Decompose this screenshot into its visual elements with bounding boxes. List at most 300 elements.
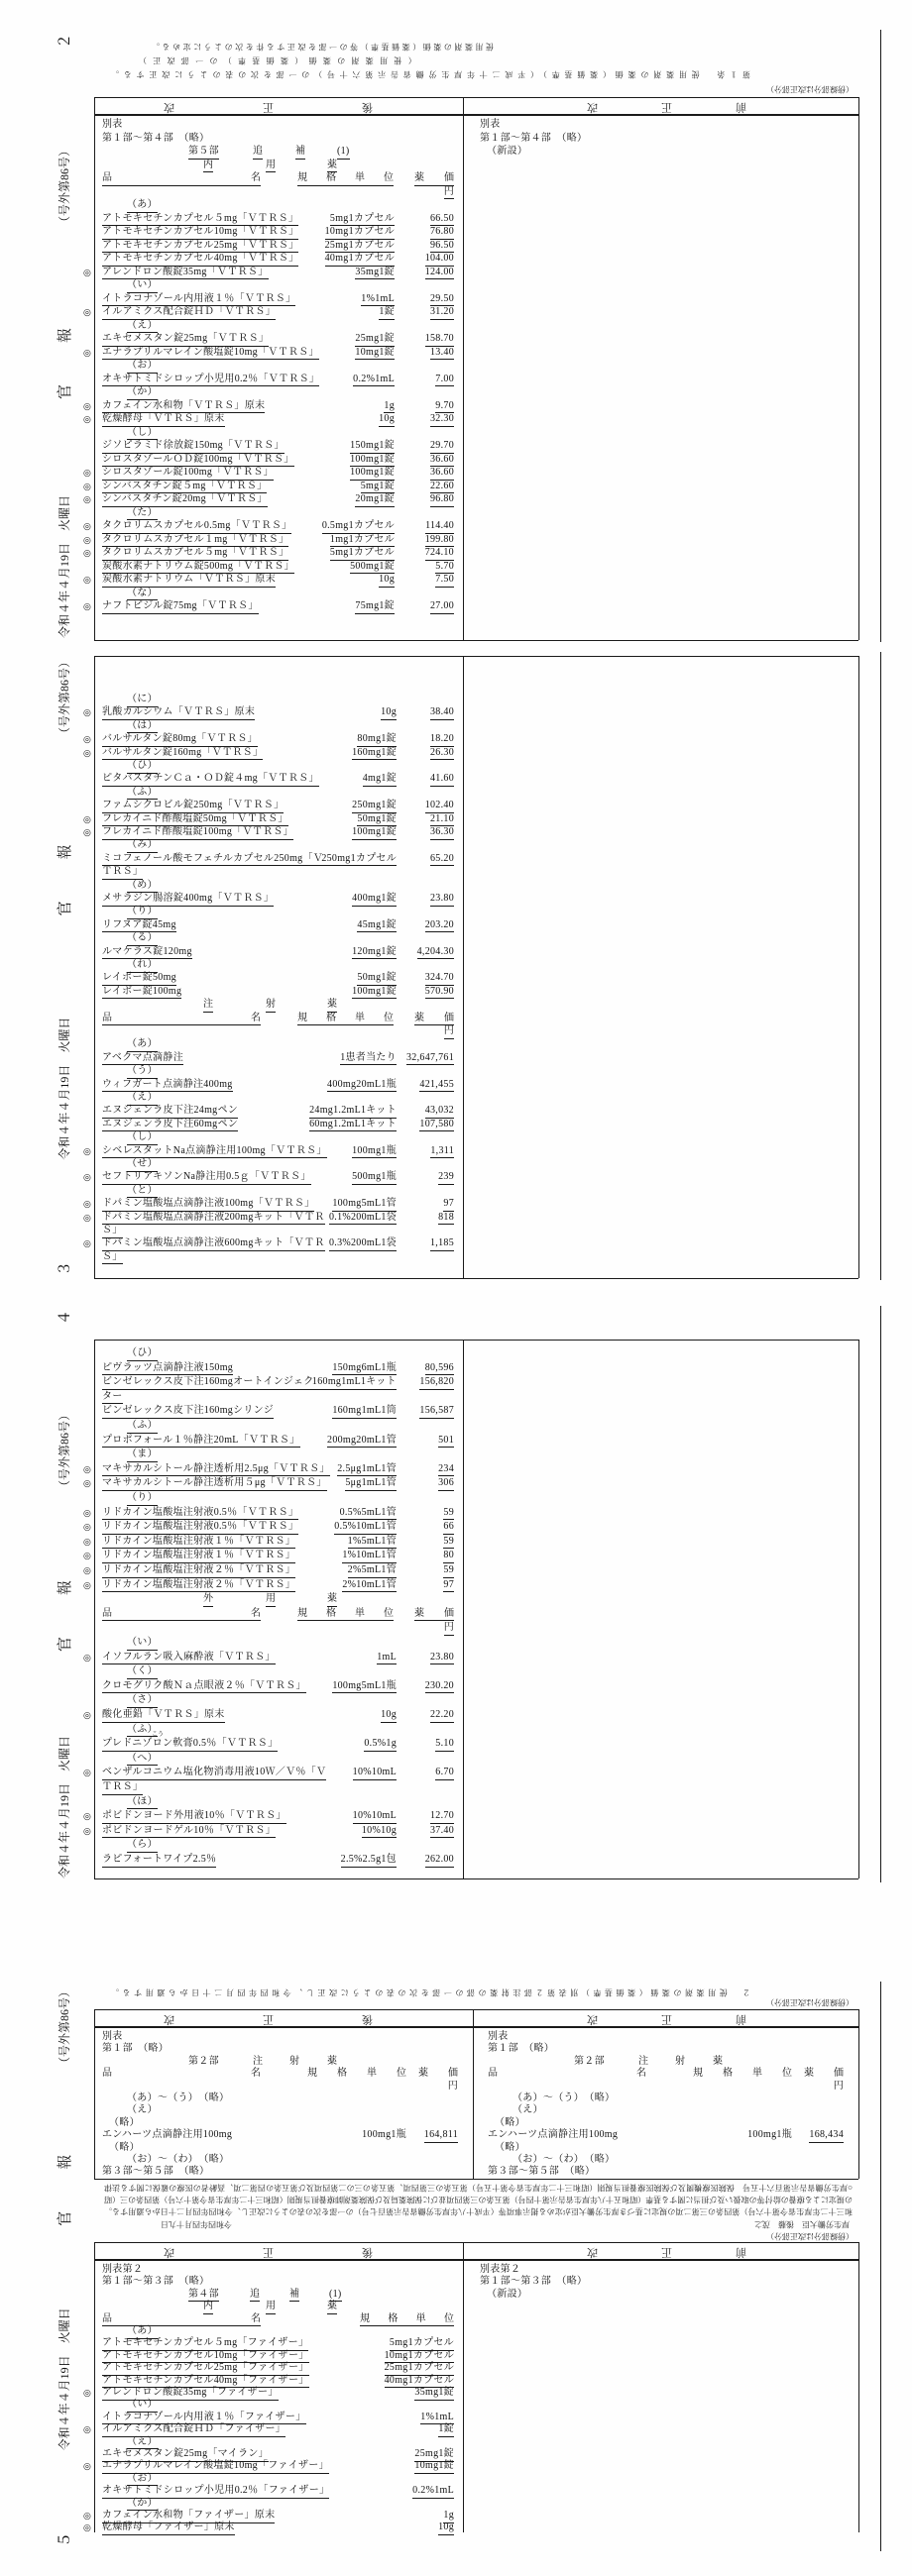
- double-circle-mark: ◎: [83, 494, 92, 504]
- price: 818: [438, 1212, 454, 1226]
- spec-unit: 200mg20mL1管: [327, 1435, 397, 1449]
- column-header-char: 格: [326, 172, 336, 183]
- spec-unit: 0.1%200mL1袋: [329, 1212, 397, 1226]
- table-heading: 内: [203, 2301, 213, 2314]
- table-text: （新設）: [487, 2288, 528, 2300]
- table-border: [858, 2242, 859, 2532]
- drug-name: クロモグリク酸Ｎａ点眼液２％「ＶＴＲＳ」: [102, 1680, 306, 1694]
- section-label: （に）: [127, 694, 158, 707]
- spec-unit: 24mg1.2mL1キット: [309, 1105, 397, 1119]
- section-label: （え）: [127, 320, 158, 334]
- spec-unit: 0.5%5mL1管: [340, 1507, 397, 1521]
- double-circle-mark: ◎: [83, 534, 92, 545]
- column-band-after: 正: [263, 2013, 274, 2025]
- spec-unit: 10g: [379, 413, 395, 427]
- spec-unit: 10%10mL: [353, 1767, 397, 1780]
- spec-unit: 100mg1瓶: [352, 1145, 397, 1159]
- table-border: [463, 656, 464, 1278]
- table-heading: 補: [295, 146, 305, 160]
- table-heading: 射: [289, 2055, 300, 2067]
- spec-unit: 2%10mL1管: [342, 1579, 397, 1593]
- spec-unit: 40mg1カプセル: [325, 253, 395, 267]
- drug-name-wrap: Ｓ」: [102, 1251, 123, 1265]
- section-label: （い）: [127, 1637, 158, 1651]
- table-border: [94, 656, 95, 1278]
- spec-unit: 60mg1.2mL1キット: [309, 1119, 397, 1132]
- sidebar-caption: 官 報: [57, 324, 73, 400]
- drug-name: エヌジェンラ皮下注60mgペン: [102, 1119, 238, 1132]
- spec-unit: 10mg1カプセル: [385, 2350, 454, 2364]
- table-text: 別表第２: [102, 2264, 144, 2275]
- column-header-char: 格: [326, 1012, 336, 1023]
- column-header: [102, 2313, 261, 2327]
- price: 29.70: [430, 440, 454, 454]
- drug-name: オキサトミドシロップ小児用0.2％「ファイザー」: [102, 2485, 329, 2499]
- gazette-text-line: の規定による療養の給付等の取扱い及び担当に関する基準（昭和五十八年厚生省告示第十四号）第五条の三第四項並びに保険薬局及び保険薬剤師療養担当規則（昭和三十二年厚生省令第十六号）第四条の三（昭: [104, 2195, 853, 2204]
- gazette-text-line: 和三十二年厚生省令第十六号）第四条の三第二項の規定に基づき厚生労働大臣が定める掲示事項等（平成十八年厚生労働省告示第百七号）の一部を次の表のように改正し、令和四年四月二十日から適用する。: [104, 2206, 853, 2216]
- table-heading: 外: [203, 1593, 213, 1607]
- column-header-char: 名: [251, 1012, 261, 1023]
- section-label: （め）: [127, 880, 158, 894]
- price: 501: [438, 1435, 454, 1449]
- drug-name: 酸化亜鉛「ＶＴＲＳ」原末: [102, 1709, 225, 1723]
- price: 570.90: [425, 986, 454, 1000]
- gazette-text-line: ○厚生労働省告示第百六十五号 保険医療機関及び保険医療養担当規則（昭和三十二年厚生省令第十五号）第五条の三第四項、第五条の三の二第四項及び第五条の四第二項、高齢者の医療の確保に関する法律: [104, 2183, 853, 2193]
- column-header-char: 品: [102, 2068, 112, 2080]
- column-header: [414, 1013, 454, 1026]
- column-header-char: 単: [355, 172, 365, 183]
- drug-name: シンバスタチン錠20mg「ＶＴＲＳ」: [102, 493, 268, 507]
- section-label: （り）: [127, 1492, 158, 1506]
- price: 5.10: [435, 1738, 454, 1752]
- spec-unit: 0.5%10mL1管: [334, 1521, 397, 1535]
- table-text: （あ）～（う） （略）: [127, 2093, 230, 2103]
- table-border: [94, 97, 95, 640]
- drug-name: エナラプリルマレイン酸塩錠10mg「ファイザー」: [102, 2460, 329, 2474]
- double-circle-mark: ◎: [83, 2522, 92, 2533]
- table-border: [94, 2242, 95, 2532]
- sidebar-caption: 令和４年４月19日 火曜日: [57, 1735, 71, 1878]
- price: 59: [443, 1536, 454, 1550]
- table-text: 第１部～第４部 （略）: [480, 132, 588, 144]
- page-number: ３: [57, 1260, 73, 1276]
- spec-unit: 250mg1錠: [352, 800, 397, 813]
- sidebar-caption: 官 報: [57, 1576, 73, 1653]
- table-text: 第３部～第５部 （略）: [102, 2166, 210, 2178]
- drug-name: エキセメスタン錠25mg「マイラン」: [102, 2448, 269, 2462]
- column-header-char: 位: [384, 172, 394, 183]
- drug-name: リドカイン塩酸塩注射液0.5％「ＶＴＲＳ」: [102, 1507, 298, 1521]
- sidebar-caption: 令和４年４月19日 火曜日: [57, 494, 71, 638]
- spec-unit: 250mg1カプセル: [321, 853, 397, 867]
- spec-unit: 1%1mL: [361, 293, 395, 307]
- price: 168,434: [809, 2129, 844, 2143]
- section-label: （い）: [127, 2399, 158, 2413]
- drug-name: レイボー錠50mg: [102, 972, 176, 986]
- page-number: ４: [57, 1310, 73, 1326]
- price: 9.70: [435, 400, 454, 414]
- table-heading: 追: [250, 2289, 260, 2303]
- drug-name: ドパミン塩酸塩点滴静注液100mg「ＶＴＲＳ」: [102, 1198, 314, 1212]
- double-circle-mark: ◎: [83, 1551, 92, 1561]
- double-circle-mark: ◎: [83, 307, 92, 317]
- sidebar: [52, 1982, 75, 2551]
- double-circle-mark: ◎: [83, 813, 92, 824]
- table-border: [94, 2242, 858, 2243]
- spec-unit: 50mg1錠: [357, 813, 397, 827]
- section-label: （と）: [127, 1185, 158, 1199]
- spec-unit: 1錠: [438, 2423, 454, 2437]
- double-circle-mark: ◎: [83, 1238, 92, 1249]
- price: 5.70: [435, 561, 454, 575]
- drug-name: 炭酸水素ナトリウム「ＶＴＲＳ」原末: [102, 574, 276, 588]
- section-label: （は）: [127, 720, 158, 734]
- spec-unit: 10%10g: [362, 1825, 397, 1839]
- column-header-char: 薬: [418, 2068, 428, 2080]
- double-circle-mark: ◎: [83, 1199, 92, 1210]
- spec-unit: 160mg1mL1筒: [332, 1405, 397, 1419]
- drug-name: イトラコナゾール内用液１％「ファイザー」: [102, 2412, 306, 2425]
- spec-unit: 1患者当たり: [340, 1052, 397, 1066]
- price: 26.30: [430, 747, 454, 761]
- price: 114.40: [425, 520, 454, 534]
- drug-name: アトモキセチンカプセル40mg「ＶＴＲＳ」: [102, 253, 298, 267]
- section-label: （る）: [127, 932, 158, 946]
- sidebar-caption: 令和４年４月19日 火曜日: [57, 2308, 71, 2451]
- column-header: [297, 1013, 394, 1026]
- drug-name: タクロリムスカプセル１mg「ＶＴＲＳ」: [102, 534, 288, 548]
- double-circle-mark: ◎: [83, 1478, 92, 1489]
- price: 4,204.30: [417, 946, 454, 960]
- drug-name: アトモキセチンカプセル40mg「ファイザー」: [102, 2375, 309, 2389]
- drug-name: ナフトピジル錠75mg「ＶＴＲＳ」: [102, 600, 259, 614]
- column-header-char: 単: [752, 2068, 762, 2080]
- sidebar-caption: （号外第86号）: [57, 1409, 71, 1493]
- drug-name: シロスタゾール錠100mg「ＶＴＲＳ」: [102, 467, 274, 481]
- column-header: [804, 2068, 844, 2080]
- drug-name: アトモキセチンカプセル５mg「ファイザー」: [102, 2337, 308, 2351]
- table-heading: 射: [675, 2055, 686, 2067]
- price: 324.70: [425, 972, 454, 986]
- price: 65.20: [430, 853, 454, 867]
- price: 1,185: [430, 1237, 454, 1251]
- double-circle-mark: ◎: [83, 2424, 92, 2435]
- table-border: [463, 97, 464, 640]
- column-header-char: 単: [355, 1607, 365, 1619]
- spec-unit: 5mg1カプセル: [330, 547, 395, 561]
- column-header-char: 価: [448, 2068, 458, 2080]
- column-band-after: 改: [164, 2013, 174, 2025]
- price: 80,596: [425, 1362, 454, 1376]
- table-heading: 薬: [327, 160, 337, 173]
- table-heading: 第２部: [188, 2055, 219, 2067]
- table-border: [94, 2179, 858, 2180]
- section-label: （り）: [127, 906, 158, 919]
- table-heading: 薬: [327, 2055, 338, 2067]
- double-circle-mark: ◎: [83, 1652, 92, 1663]
- table-text: （お）～（わ） （略）: [513, 2154, 616, 2165]
- table-heading: (1): [329, 2289, 342, 2303]
- double-circle-mark: ◎: [83, 734, 92, 745]
- table-heading: 注: [253, 2055, 264, 2067]
- column-band-after: 正: [263, 101, 274, 113]
- spec-unit: 2.5μg1mL1管: [337, 1463, 397, 1477]
- drug-name: 乳酸カルシウム「ＶＴＲＳ」原末: [102, 706, 255, 720]
- section-label: （い）: [127, 279, 158, 293]
- column-header-char: 薬: [414, 1607, 424, 1619]
- column-header-char: 単: [355, 1012, 365, 1023]
- price: 156,820: [419, 1376, 454, 1390]
- column-band-before: 前: [736, 101, 746, 113]
- table-border: [94, 1340, 858, 1341]
- column-header-char: 名: [251, 2312, 261, 2324]
- table-heading: 薬: [327, 999, 337, 1013]
- price: 43,032: [425, 1105, 454, 1119]
- sidebar-caption: 令和４年４月19日 火曜日: [57, 1017, 71, 1160]
- drug-name: ラピフォートワイプ2.5％: [102, 1854, 216, 1868]
- table-text: （略）: [109, 2116, 140, 2128]
- double-circle-mark: ◎: [83, 2461, 92, 2472]
- price: 37.40: [430, 1825, 454, 1839]
- price: 59: [443, 1507, 454, 1521]
- column-header-char: 規: [307, 2068, 317, 2080]
- minister-signature: 厚生労働大臣 後藤 茂之: [754, 2219, 850, 2229]
- double-circle-mark: ◎: [83, 707, 92, 718]
- spec-unit: 500mg1錠: [350, 561, 395, 575]
- table-text: 第３部～第５部 （略）: [488, 2166, 596, 2178]
- column-header-char: 価: [444, 1012, 454, 1023]
- table-text: （略）: [495, 2141, 525, 2153]
- spec-unit: 5mg1カプセル: [330, 213, 395, 227]
- spec-unit: 100mg1錠: [352, 986, 397, 1000]
- table-text: 第１部 （略）: [488, 2043, 555, 2055]
- column-header-char: 名: [251, 2068, 261, 2080]
- table-border: [94, 97, 858, 98]
- section-label: （ま）: [127, 1449, 158, 1462]
- table-text: 第１部～第３部 （略）: [480, 2276, 588, 2288]
- column-header-char: 価: [834, 2068, 844, 2080]
- table-text: 別表第２: [480, 2264, 521, 2275]
- price: 29.50: [430, 293, 454, 307]
- drug-name: イルアミクス配合錠ＨＤ「ファイザー」: [102, 2423, 285, 2437]
- table-text: 別表: [488, 2031, 509, 2042]
- price: 23.80: [430, 1652, 454, 1665]
- table-heading: 用: [266, 1593, 276, 1607]
- spec-unit: 1%1mL: [420, 2412, 454, 2425]
- price: 41.60: [430, 773, 454, 787]
- double-circle-mark: ◎: [83, 747, 92, 758]
- price: 96.50: [430, 240, 454, 254]
- double-circle-mark: ◎: [83, 575, 92, 585]
- spec-unit: 40mg1カプセル: [385, 2375, 454, 2389]
- price: 199.80: [425, 534, 454, 548]
- column-header-char: 品: [102, 2312, 112, 2324]
- spec-unit: 0.5mg1カプセル: [322, 520, 395, 534]
- section-label: （く）: [127, 1665, 158, 1679]
- table-text: （お）～（わ） （略）: [127, 2154, 230, 2165]
- drug-name: ベンザルコニウム塩化物消毒用液10Ｗ／Ｖ％「Ｖ: [102, 1767, 326, 1780]
- double-circle-mark: ◎: [83, 267, 92, 277]
- column-band-after: 改: [164, 2246, 174, 2258]
- spec-unit: 1mg1カプセル: [330, 534, 395, 548]
- spec-unit: 4mg1錠: [363, 773, 397, 787]
- table-heading: 第４部: [188, 2289, 219, 2303]
- section-label: （し）: [127, 1131, 158, 1145]
- price: 7.50: [435, 574, 454, 588]
- double-circle-mark: ◎: [83, 1463, 92, 1474]
- price: 96.80: [430, 493, 454, 507]
- spec-unit: 1錠: [379, 306, 395, 320]
- amendment-note: （傍線部分は改正部分）: [766, 2231, 854, 2241]
- column-header: [414, 1608, 454, 1622]
- column-header-char: 単: [367, 2068, 377, 2080]
- double-circle-mark: ◎: [83, 1811, 92, 1822]
- column-header-char: 価: [444, 1607, 454, 1619]
- price: 1,311: [430, 1145, 454, 1159]
- drug-name: ミコフェノール酸モフェチルカプセル250mg「Ｖ: [102, 853, 323, 867]
- spec-unit: 10g: [438, 2522, 454, 2535]
- drug-name-wrap: ＴＲＳ」: [102, 866, 143, 880]
- gazette-intro-line: （使用薬剤の薬価（薬価基準）の一部改正）: [139, 55, 426, 65]
- column-band-after: 正: [263, 2246, 274, 2258]
- double-circle-mark: ◎: [83, 2388, 92, 2398]
- spec-unit: 75mg1錠: [355, 600, 395, 614]
- column-header-char: 薬: [414, 172, 424, 183]
- column-header: [297, 1608, 394, 1622]
- table-text: （略）: [495, 2116, 525, 2128]
- gazette-intro-line: 第１条 使用薬剤の薬価（薬価基準）（平成二十年厚生労働省告示第六十号）の一部を次の表のように改正する。: [111, 69, 750, 79]
- table-text: （略）: [109, 2141, 140, 2153]
- price: 36.60: [430, 454, 454, 468]
- spec-unit: 100mg5mL1瓶: [332, 1680, 397, 1694]
- table-border: [858, 2009, 859, 2179]
- price: 31.20: [430, 306, 454, 320]
- column-header-char: 名: [251, 172, 261, 183]
- column-band-before: 前: [736, 2246, 746, 2258]
- column-header: [418, 2068, 458, 2080]
- spec-unit: 1g: [443, 2510, 454, 2523]
- double-circle-mark: ◎: [83, 347, 92, 358]
- sidebar-caption: （号外第86号）: [57, 1986, 71, 2070]
- drug-name: イトラコナゾール内用液１％「ＶＴＲＳ」: [102, 293, 295, 307]
- table-heading: 射: [266, 999, 276, 1013]
- sidebar-caption: （号外第86号）: [57, 145, 71, 229]
- column-header-char: 格: [388, 2312, 399, 2324]
- section-label: （え）: [127, 1092, 158, 1106]
- drug-name: エナラプリルマレイン酸塩錠10mg「ＶＴＲＳ」: [102, 347, 319, 361]
- drug-name: リドカイン塩酸塩注射液２％「ＶＴＲＳ」: [102, 1579, 295, 1593]
- section-label: （ふ）: [127, 787, 158, 801]
- section-label: （れ）: [127, 959, 158, 973]
- section-label: （せ）: [127, 1158, 158, 1172]
- spec-unit: 160mg1mL1キット: [312, 1376, 397, 1390]
- drug-name: アトモキセチンカプセル25mg「ＶＴＲＳ」: [102, 240, 298, 254]
- table-border: [463, 2242, 464, 2532]
- column-header: [307, 2068, 406, 2080]
- table-border: [473, 2009, 474, 2179]
- drug-name: リドカイン塩酸塩注射液0.5％「ＶＴＲＳ」: [102, 1521, 298, 1535]
- table-border: [880, 652, 881, 1280]
- double-circle-mark: ◎: [83, 601, 92, 611]
- table-heading: 薬: [713, 2055, 724, 2067]
- section-label: （へ）: [127, 1753, 158, 1767]
- spec-unit: 0.3%200mL1袋: [329, 1237, 397, 1251]
- furigana: こう: [152, 1732, 165, 1739]
- price: 239: [438, 1171, 454, 1185]
- drug-name: プレドニゾロン軟膏0.5％「ＶＴＲＳ」: [102, 1738, 278, 1752]
- price: 262.00: [425, 1854, 454, 1868]
- spec-unit: 1g: [384, 400, 395, 414]
- spec-unit: 150mg6mL1瓶: [332, 1362, 397, 1376]
- double-circle-mark: ◎: [83, 1145, 92, 1156]
- table-border: [94, 2009, 95, 2179]
- table-text: （え）: [513, 2104, 543, 2116]
- drug-name: オキサトミドシロップ小児用0.2％「ＶＴＲＳ」: [102, 374, 319, 387]
- sidebar: [52, 652, 75, 1280]
- table-border: [463, 1340, 464, 1878]
- price: 421,455: [419, 1079, 454, 1093]
- amendment-note: （傍線部分は改正部分）: [766, 84, 854, 94]
- yen-label: 円: [833, 2080, 844, 2092]
- price: 27.00: [430, 600, 454, 614]
- column-header: [488, 2068, 646, 2080]
- section-label: （さ）: [127, 1694, 158, 1708]
- sidebar-caption: 官 報: [57, 840, 73, 916]
- column-band-before: 改: [587, 101, 598, 113]
- double-circle-mark: ◎: [83, 1522, 92, 1533]
- drug-name: タクロリムスカプセル５mg「ＶＴＲＳ」: [102, 547, 288, 561]
- sidebar-caption: 官 報: [57, 2150, 73, 2226]
- gazette-date-line: 令和四年四月十九日: [161, 2219, 240, 2229]
- spec-unit: 10g: [381, 1709, 397, 1723]
- column-band-before: 正: [661, 2013, 672, 2025]
- spec-unit: 100mg1瓶: [362, 2129, 406, 2141]
- double-circle-mark: ◎: [83, 1536, 92, 1547]
- price: 32.30: [430, 413, 454, 427]
- drug-name: エヌジェンラ皮下注24mgペン: [102, 1105, 238, 1119]
- column-band-before: 正: [661, 101, 672, 113]
- spec-unit: 35mg1錠: [414, 2387, 454, 2401]
- spec-unit: 100mg1錠: [350, 467, 395, 481]
- table-text: （え）: [127, 2104, 158, 2116]
- double-circle-mark: ◎: [83, 827, 92, 837]
- drug-name: ポビドンヨード外用液10％「ＶＴＲＳ」: [102, 1810, 286, 1824]
- column-header: [102, 1608, 261, 1622]
- price: 203.20: [425, 919, 454, 933]
- price: 6.70: [435, 1767, 454, 1780]
- spec-unit: 400mg1錠: [352, 893, 397, 907]
- price: 80: [443, 1550, 454, 1563]
- column-header-char: 品: [102, 1607, 112, 1619]
- table-heading: 薬: [327, 1593, 337, 1607]
- price: 66.50: [430, 213, 454, 227]
- table-heading: 第５部: [188, 146, 219, 160]
- section-label: （お）: [127, 360, 158, 374]
- column-header-char: 薬: [414, 1012, 424, 1023]
- column-band-before: 正: [661, 2246, 672, 2258]
- column-header: [414, 172, 454, 186]
- table-heading: 内: [203, 160, 213, 173]
- column-band-before: 改: [587, 2246, 598, 2258]
- column-header-char: 位: [443, 2312, 454, 2324]
- drug-name: ビンゼレックス皮下注160mgオートインジェク: [102, 1376, 314, 1390]
- drug-name: 乾燥酵母「ＶＴＲＳ」原末: [102, 413, 225, 427]
- double-circle-mark: ◎: [83, 1507, 92, 1518]
- table-text: 第１部～第４部 （略）: [102, 132, 210, 144]
- double-circle-mark: ◎: [83, 414, 92, 424]
- drug-name: カフェイン水和物「ファイザー」原末: [102, 2510, 275, 2523]
- spec-unit: 0.5%1g: [364, 1738, 397, 1752]
